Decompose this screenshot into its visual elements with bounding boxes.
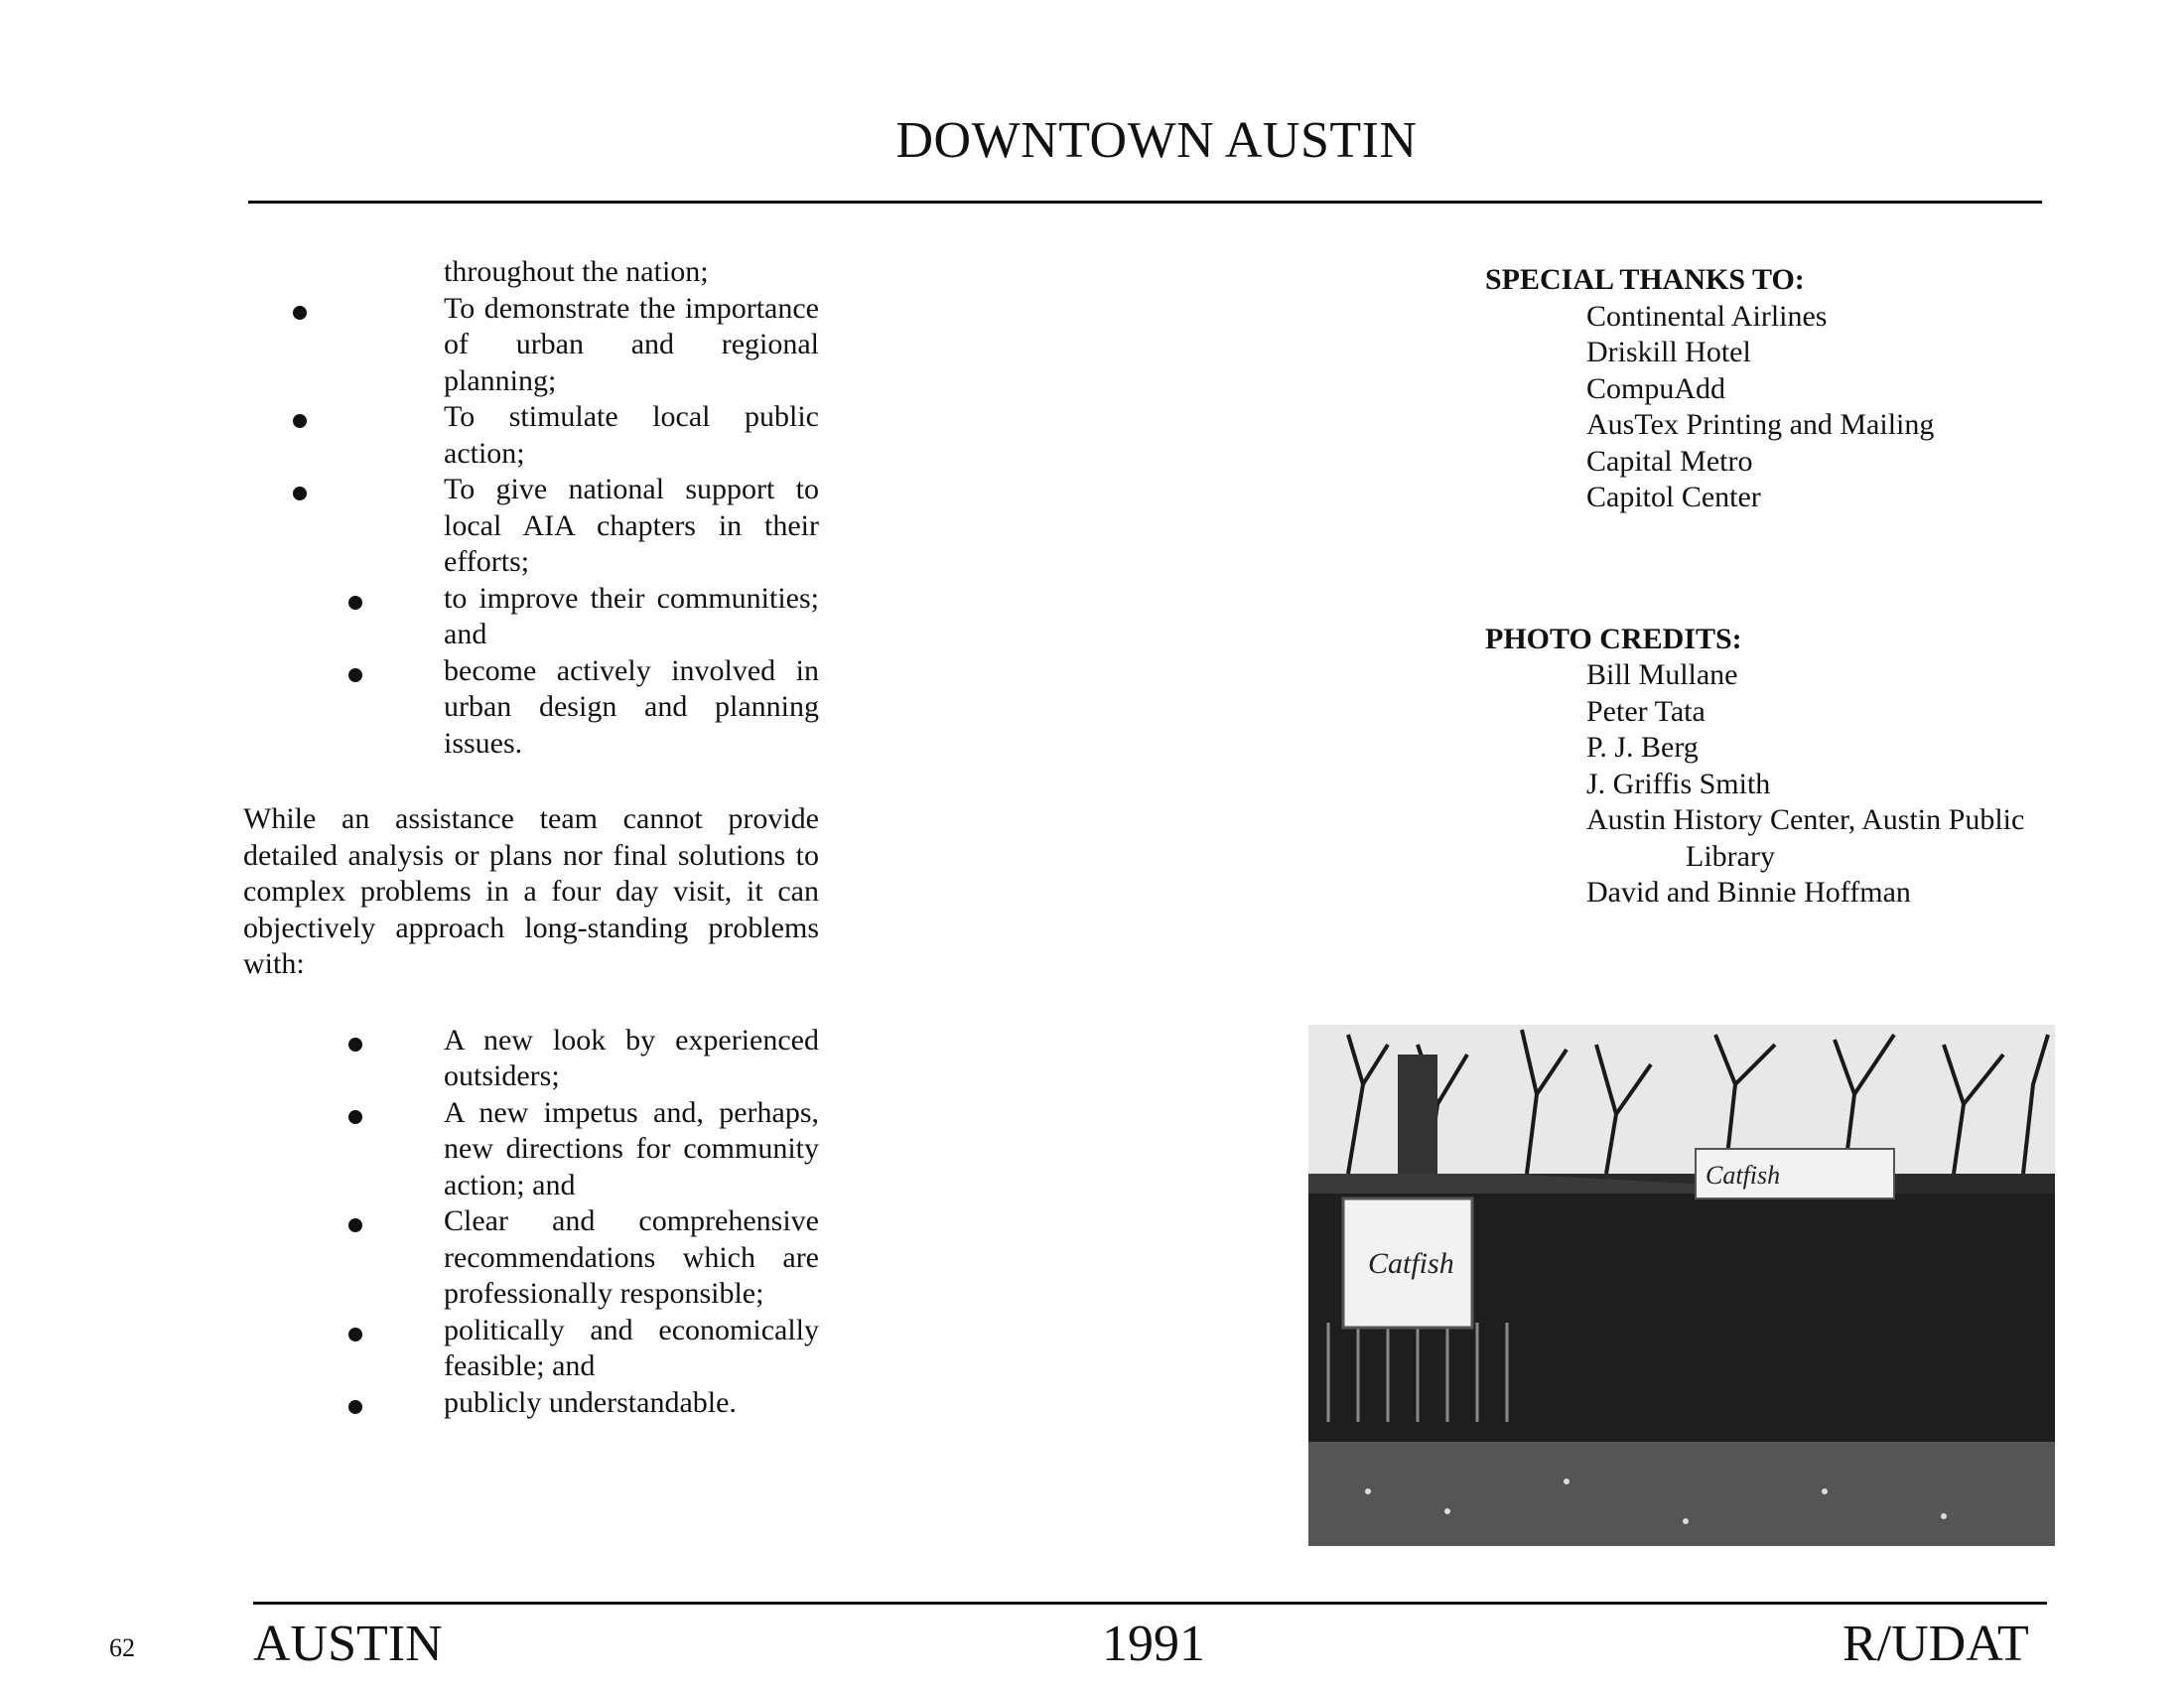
list-item bbox=[243, 291, 819, 400]
list-item: David and Binnie Hoffman bbox=[1586, 876, 1911, 909]
page-title: DOWNTOWN AUSTIN bbox=[895, 112, 1418, 169]
bullet-icon bbox=[348, 1218, 362, 1232]
list-item bbox=[243, 472, 819, 581]
list-item: Austin History Center, Austin Public bbox=[1586, 803, 2025, 836]
svg-text:Catfish bbox=[1706, 1161, 1780, 1190]
left-column bbox=[243, 254, 819, 1421]
bullet-icon bbox=[348, 668, 362, 682]
special-thanks-list bbox=[1485, 299, 2101, 516]
bullet-icon bbox=[348, 596, 362, 610]
list-item-text: Clear and comprehensive recommendations which are professionally responsible; bbox=[444, 1204, 819, 1310]
list-item bbox=[243, 1203, 819, 1313]
list-item bbox=[243, 1023, 819, 1095]
list-item: CompuAdd bbox=[1586, 371, 1726, 405]
list-item-text: To give national support to local AIA chapters in their efforts; bbox=[444, 473, 819, 578]
list-item-text: To stimulate local public action; bbox=[444, 400, 819, 470]
list-item: Driskill Hotel bbox=[1586, 336, 1751, 368]
building-photo-illustration bbox=[1308, 1025, 2055, 1546]
sign-text: Catfish bbox=[1368, 1247, 1454, 1280]
list-item: Library bbox=[1686, 839, 1775, 873]
bullet-icon bbox=[348, 1110, 362, 1124]
benefits-list bbox=[243, 1023, 819, 1422]
bullet-icon bbox=[348, 1038, 362, 1052]
right-column bbox=[1485, 262, 2101, 912]
photo-credits-heading: PHOTO CREDITS: bbox=[1485, 622, 1742, 655]
list-item: Continental Airlines bbox=[1586, 299, 1828, 333]
footer-rule bbox=[253, 1602, 2047, 1605]
list-item-text: politically and economically feasible; and bbox=[444, 1313, 819, 1382]
building-photo bbox=[1308, 1025, 2055, 1546]
list-item bbox=[243, 1385, 819, 1422]
list-item bbox=[243, 1095, 819, 1204]
bullet-icon bbox=[293, 487, 307, 500]
list-item-text: To demonstrate the importance of urban and regional planning; bbox=[444, 291, 819, 397]
list-item-text: A new look by experienced outsiders; bbox=[444, 1023, 819, 1092]
list-item: J. Griffis Smith bbox=[1586, 767, 1771, 800]
list-item: Peter Tata bbox=[1586, 694, 1706, 728]
footer-left-text: AUSTIN bbox=[253, 1616, 443, 1672]
list-item: P. J. Berg bbox=[1586, 731, 1699, 764]
list-item bbox=[243, 1313, 819, 1385]
page-number: 62 bbox=[109, 1633, 135, 1662]
photo-credits-section bbox=[1485, 622, 2101, 912]
bullet-icon bbox=[293, 306, 307, 320]
bullet-icon bbox=[348, 1400, 362, 1414]
footer-right-text: R/UDAT bbox=[1843, 1616, 2029, 1672]
list-item bbox=[243, 581, 819, 653]
list-item bbox=[243, 653, 819, 763]
roof-sign-text: Catfish bbox=[1706, 1161, 1781, 1190]
list-item: Bill Mullane bbox=[1586, 658, 1738, 691]
list-item bbox=[243, 254, 819, 291]
list-item bbox=[243, 399, 819, 472]
photo-credits-list bbox=[1485, 657, 2101, 912]
footer-year: 1991 bbox=[1102, 1616, 1205, 1672]
bullet-icon bbox=[348, 1328, 362, 1341]
special-thanks-heading: SPECIAL THANKS TO: bbox=[1485, 263, 1805, 296]
list-item-text: to improve their communities; and bbox=[444, 581, 819, 650]
list-item-text: A new impetus and, perhaps, new directions for community action; and bbox=[444, 1095, 819, 1201]
list-item-text: throughout the nation; bbox=[444, 255, 709, 288]
list-item: AusTex Printing and Mailing bbox=[1586, 408, 1935, 441]
list-item: Capitol Center bbox=[1586, 481, 1761, 513]
list-item: Capital Metro bbox=[1586, 444, 1753, 478]
body-paragraph: While an assistance team cannot provide detailed analysis or plans nor final solutions to complex problems in a four day visit, it can objectively approach long-standing problems with: bbox=[243, 802, 819, 980]
bullet-icon bbox=[293, 414, 307, 428]
list-item-text: become actively involved in urban design and planning issues. bbox=[444, 653, 819, 760]
goals-list bbox=[243, 254, 819, 762]
list-item-text: publicly understandable. bbox=[444, 1385, 737, 1419]
svg-text:Catfish bbox=[1368, 1247, 1454, 1280]
header-rule bbox=[248, 201, 2042, 204]
